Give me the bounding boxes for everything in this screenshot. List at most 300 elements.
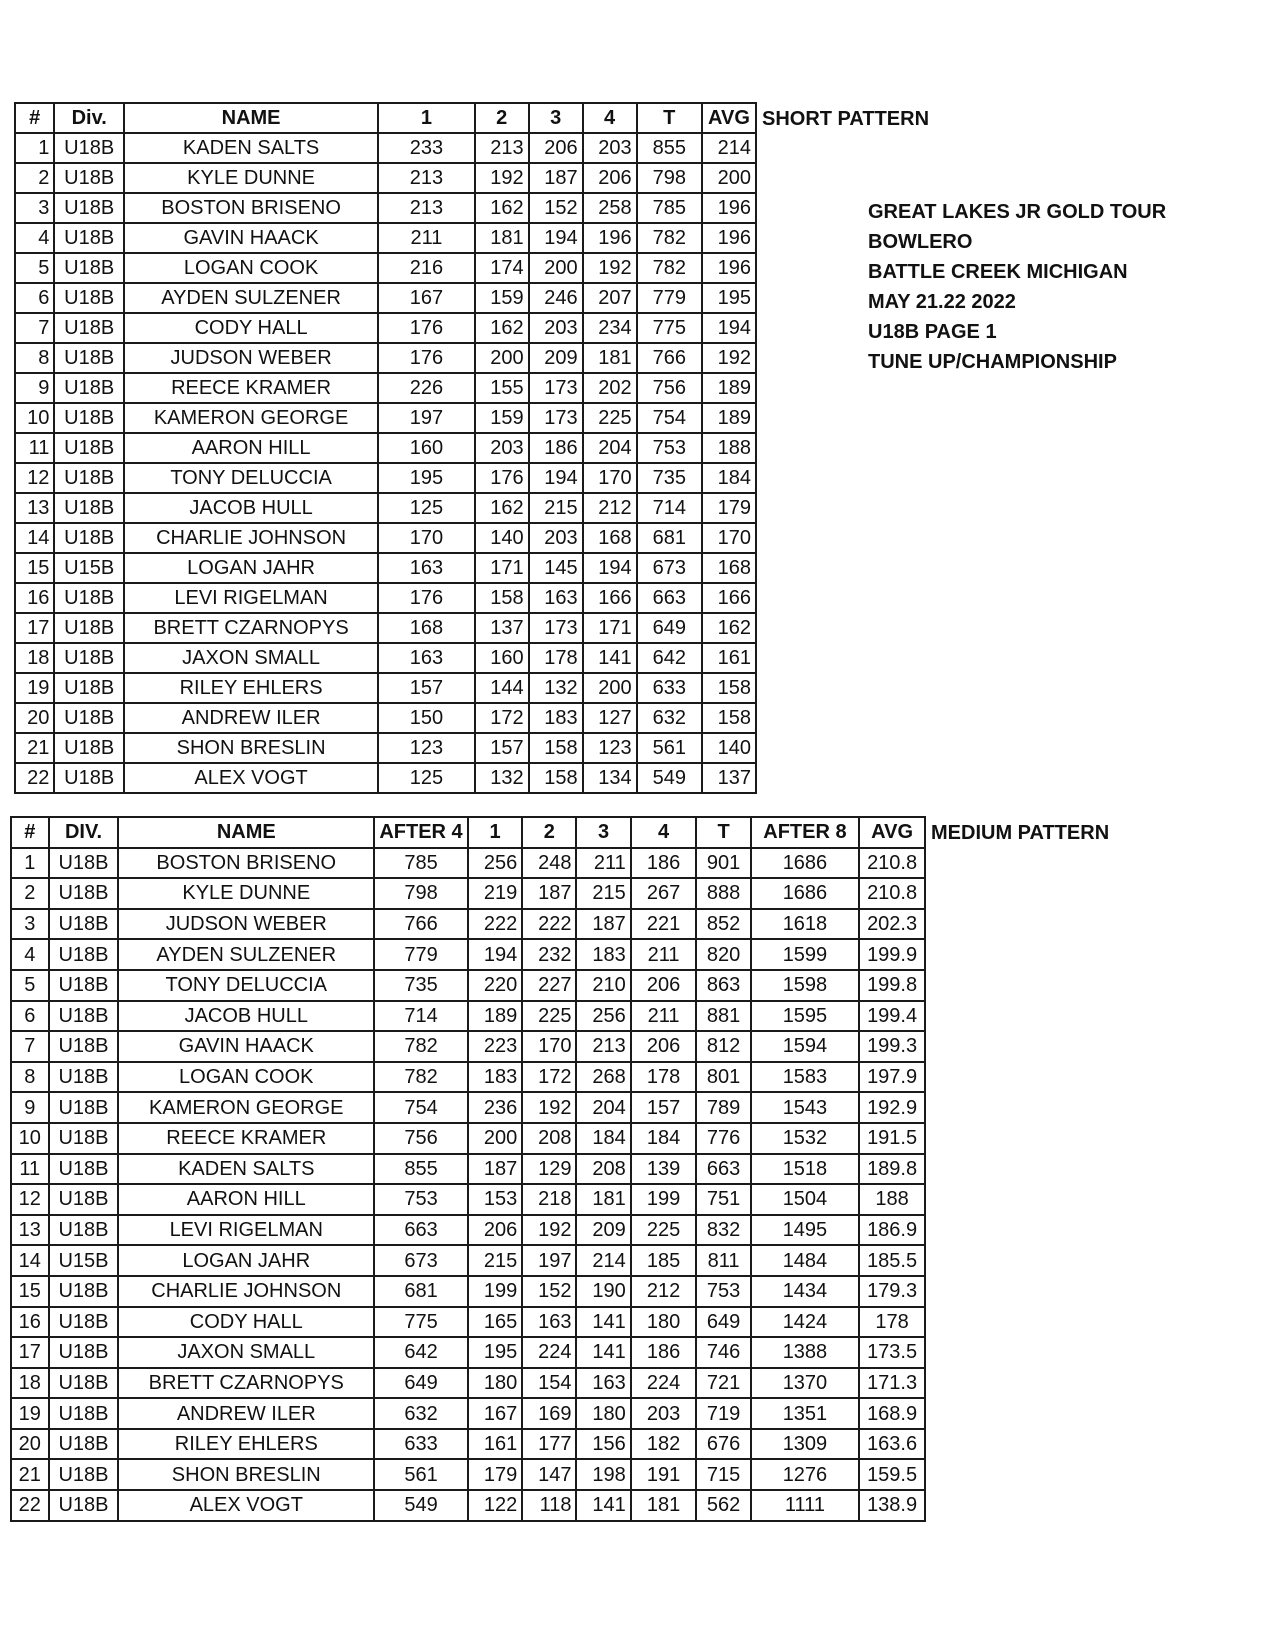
avg-cell: 170 <box>702 523 756 553</box>
name-cell: CODY HALL <box>118 1307 374 1338</box>
division-cell: U18B <box>54 283 124 313</box>
game-2-cell: 192 <box>522 1092 576 1123</box>
game-3-cell: 145 <box>529 553 583 583</box>
avg-cell: 159.5 <box>859 1459 925 1490</box>
after-8-cell: 1309 <box>751 1429 860 1460</box>
game-3-cell: 158 <box>529 763 583 793</box>
table-row <box>15 403 756 433</box>
division-cell: U18B <box>49 1001 119 1032</box>
game-4-cell: 207 <box>583 283 637 313</box>
header-div: DIV. <box>49 817 119 848</box>
game-1-cell: 226 <box>378 373 475 403</box>
medium-pattern-label: MEDIUM PATTERN <box>931 822 1110 844</box>
rank-cell: 6 <box>15 283 54 313</box>
game-4-cell: 199 <box>631 1184 697 1215</box>
medium-table-body <box>11 848 925 1521</box>
game-2-cell: 208 <box>522 1123 576 1154</box>
game-3-cell: 187 <box>576 909 630 940</box>
rank-cell: 20 <box>15 703 54 733</box>
avg-cell: 199.3 <box>859 1031 925 1062</box>
total-cell: 721 <box>696 1368 750 1399</box>
game-3-cell: 180 <box>576 1398 630 1429</box>
game-2-cell: 232 <box>522 939 576 970</box>
avg-cell: 158 <box>702 703 756 733</box>
game-1-cell: 163 <box>378 643 475 673</box>
game-2-cell: 227 <box>522 970 576 1001</box>
table-row <box>15 313 756 343</box>
total-cell: 798 <box>637 163 702 193</box>
name-cell: AYDEN SULZENER <box>124 283 378 313</box>
table-row <box>11 1092 925 1123</box>
after-4-cell: 779 <box>374 939 468 970</box>
after-4-cell: 663 <box>374 1215 468 1246</box>
total-cell: 855 <box>637 133 702 163</box>
rank-cell: 18 <box>15 643 54 673</box>
avg-cell: 138.9 <box>859 1490 925 1521</box>
name-cell: GAVIN HAACK <box>118 1031 374 1062</box>
total-cell: 753 <box>696 1276 750 1307</box>
game-3-cell: 187 <box>529 163 583 193</box>
rank-cell: 13 <box>11 1215 49 1246</box>
total-cell: 549 <box>637 763 702 793</box>
table-row <box>15 133 756 163</box>
table-row <box>15 253 756 283</box>
total-cell: 852 <box>696 909 750 940</box>
division-cell: U18B <box>54 193 124 223</box>
game-4-cell: 171 <box>583 613 637 643</box>
game-3-cell: 156 <box>576 1429 630 1460</box>
rank-cell: 8 <box>15 343 54 373</box>
game-1-cell: 195 <box>378 463 475 493</box>
game-2-cell: 157 <box>475 733 529 763</box>
header-name: NAME <box>124 103 378 133</box>
after-8-cell: 1686 <box>751 848 860 879</box>
total-cell: 789 <box>696 1092 750 1123</box>
after-4-cell: 766 <box>374 909 468 940</box>
total-cell: 881 <box>696 1001 750 1032</box>
after-8-cell: 1618 <box>751 909 860 940</box>
header-rank: # <box>15 103 54 133</box>
game-4-cell: 141 <box>583 643 637 673</box>
game-2-cell: 192 <box>475 163 529 193</box>
avg-cell: 173.5 <box>859 1337 925 1368</box>
game-2-cell: 200 <box>475 343 529 373</box>
game-1-cell: 195 <box>468 1337 522 1368</box>
game-3-cell: 200 <box>529 253 583 283</box>
total-cell: 632 <box>637 703 702 733</box>
name-cell: TONY DELUCCIA <box>124 463 378 493</box>
game-4-cell: 234 <box>583 313 637 343</box>
avg-cell: 197.9 <box>859 1062 925 1093</box>
game-2-cell: 172 <box>522 1062 576 1093</box>
game-3-cell: 198 <box>576 1459 630 1490</box>
game-3-cell: 209 <box>529 343 583 373</box>
game-4-cell: 212 <box>631 1276 697 1307</box>
avg-cell: 186.9 <box>859 1215 925 1246</box>
division-cell: U15B <box>54 553 124 583</box>
short-table-body <box>15 133 756 793</box>
name-cell: JUDSON WEBER <box>118 909 374 940</box>
rank-cell: 17 <box>15 613 54 643</box>
avg-cell: 166 <box>702 583 756 613</box>
after-4-cell: 753 <box>374 1184 468 1215</box>
game-1-cell: 256 <box>468 848 522 879</box>
game-2-cell: 159 <box>475 283 529 313</box>
game-1-cell: 215 <box>468 1245 522 1276</box>
avg-cell: 200 <box>702 163 756 193</box>
header-rank: # <box>11 817 49 848</box>
avg-cell: 202.3 <box>859 909 925 940</box>
medium-header-row <box>11 817 925 848</box>
after-4-cell: 549 <box>374 1490 468 1521</box>
header-name: NAME <box>118 817 374 848</box>
name-cell: ALEX VOGT <box>118 1490 374 1521</box>
game-1-cell: 183 <box>468 1062 522 1093</box>
name-cell: JACOB HULL <box>118 1001 374 1032</box>
game-1-cell: 211 <box>378 223 475 253</box>
game-4-cell: 203 <box>583 133 637 163</box>
game-2-cell: 158 <box>475 583 529 613</box>
short-pattern-label: SHORT PATTERN <box>762 108 930 130</box>
rank-cell: 8 <box>11 1062 49 1093</box>
game-3-cell: 158 <box>529 733 583 763</box>
rank-cell: 6 <box>11 1001 49 1032</box>
header-game-4: 4 <box>631 817 697 848</box>
rank-cell: 21 <box>11 1459 49 1490</box>
avg-cell: 188 <box>859 1184 925 1215</box>
game-2-cell: 162 <box>475 193 529 223</box>
game-1-cell: 176 <box>378 313 475 343</box>
avg-cell: 178 <box>859 1307 925 1338</box>
total-cell: 714 <box>637 493 702 523</box>
after-4-cell: 782 <box>374 1062 468 1093</box>
table-row <box>11 1062 925 1093</box>
header-avg: AVG <box>702 103 756 133</box>
game-3-cell: 173 <box>529 373 583 403</box>
table-row <box>15 283 756 313</box>
table-row <box>11 1123 925 1154</box>
after-4-cell: 681 <box>374 1276 468 1307</box>
game-3-cell: 194 <box>529 463 583 493</box>
avg-cell: 196 <box>702 253 756 283</box>
game-1-cell: 216 <box>378 253 475 283</box>
game-1-cell: 236 <box>468 1092 522 1123</box>
avg-cell: 199.4 <box>859 1001 925 1032</box>
game-1-cell: 165 <box>468 1307 522 1338</box>
name-cell: ALEX VOGT <box>124 763 378 793</box>
game-2-cell: 118 <box>522 1490 576 1521</box>
division-cell: U18B <box>54 763 124 793</box>
game-3-cell: 210 <box>576 970 630 1001</box>
avg-cell: 210.8 <box>859 878 925 909</box>
table-row <box>11 1001 925 1032</box>
table-row <box>15 583 756 613</box>
total-cell: 801 <box>696 1062 750 1093</box>
game-3-cell: 204 <box>576 1092 630 1123</box>
table-row <box>15 163 756 193</box>
header-total: T <box>696 817 750 848</box>
after-8-cell: 1370 <box>751 1368 860 1399</box>
game-2-cell: 132 <box>475 763 529 793</box>
game-1-cell: 123 <box>378 733 475 763</box>
name-cell: KYLE DUNNE <box>118 878 374 909</box>
rank-cell: 5 <box>11 970 49 1001</box>
game-4-cell: 206 <box>631 1031 697 1062</box>
game-4-cell: 194 <box>583 553 637 583</box>
rank-cell: 16 <box>11 1307 49 1338</box>
table-row <box>11 1368 925 1399</box>
division-cell: U18B <box>49 909 119 940</box>
game-4-cell: 212 <box>583 493 637 523</box>
header-after-4: AFTER 4 <box>374 817 468 848</box>
total-cell: 676 <box>696 1429 750 1460</box>
name-cell: CODY HALL <box>124 313 378 343</box>
table-row <box>11 1429 925 1460</box>
game-3-cell: 190 <box>576 1276 630 1307</box>
game-2-cell: 174 <box>475 253 529 283</box>
total-cell: 649 <box>696 1307 750 1338</box>
rank-cell: 4 <box>15 223 54 253</box>
game-3-cell: 211 <box>576 848 630 879</box>
name-cell: JAXON SMALL <box>124 643 378 673</box>
game-3-cell: 215 <box>529 493 583 523</box>
event-city: BATTLE CREEK MICHIGAN <box>868 261 1128 283</box>
game-1-cell: 125 <box>378 493 475 523</box>
after-4-cell: 798 <box>374 878 468 909</box>
header-game-4: 4 <box>583 103 637 133</box>
division-cell: U18B <box>54 463 124 493</box>
total-cell: 719 <box>696 1398 750 1429</box>
division-cell: U18B <box>54 523 124 553</box>
game-2-cell: 171 <box>475 553 529 583</box>
avg-cell: 210.8 <box>859 848 925 879</box>
after-8-cell: 1594 <box>751 1031 860 1062</box>
rank-cell: 18 <box>11 1368 49 1399</box>
division-cell: U18B <box>49 878 119 909</box>
avg-cell: 161 <box>702 643 756 673</box>
game-1-cell: 213 <box>378 163 475 193</box>
event-venue: BOWLERO <box>868 231 973 253</box>
rank-cell: 12 <box>15 463 54 493</box>
after-4-cell: 775 <box>374 1307 468 1338</box>
game-1-cell: 160 <box>378 433 475 463</box>
name-cell: ANDREW ILER <box>118 1398 374 1429</box>
division-cell: U15B <box>49 1245 119 1276</box>
game-2-cell: 159 <box>475 403 529 433</box>
name-cell: LEVI RIGELMAN <box>124 583 378 613</box>
division-cell: U18B <box>54 133 124 163</box>
game-1-cell: 180 <box>468 1368 522 1399</box>
name-cell: KADEN SALTS <box>118 1154 374 1185</box>
after-4-cell: 785 <box>374 848 468 879</box>
short-pattern-table <box>14 102 757 794</box>
division-cell: U18B <box>54 403 124 433</box>
after-4-cell: 714 <box>374 1001 468 1032</box>
game-4-cell: 170 <box>583 463 637 493</box>
total-cell: 663 <box>637 583 702 613</box>
game-1-cell: 150 <box>378 703 475 733</box>
game-2-cell: 155 <box>475 373 529 403</box>
table-row <box>15 523 756 553</box>
game-2-cell: 152 <box>522 1276 576 1307</box>
name-cell: RILEY EHLERS <box>124 673 378 703</box>
name-cell: LOGAN JAHR <box>124 553 378 583</box>
rank-cell: 7 <box>15 313 54 343</box>
table-row <box>15 223 756 253</box>
avg-cell: 189 <box>702 373 756 403</box>
table-row <box>15 553 756 583</box>
rank-cell: 2 <box>15 163 54 193</box>
avg-cell: 158 <box>702 673 756 703</box>
name-cell: JUDSON WEBER <box>124 343 378 373</box>
game-4-cell: 181 <box>631 1490 697 1521</box>
game-2-cell: 154 <box>522 1368 576 1399</box>
game-2-cell: 169 <box>522 1398 576 1429</box>
division-cell: U18B <box>49 1459 119 1490</box>
rank-cell: 1 <box>15 133 54 163</box>
rank-cell: 11 <box>11 1154 49 1185</box>
game-1-cell: 187 <box>468 1154 522 1185</box>
game-3-cell: 173 <box>529 613 583 643</box>
name-cell: KAMERON GEORGE <box>124 403 378 433</box>
name-cell: RILEY EHLERS <box>118 1429 374 1460</box>
name-cell: KADEN SALTS <box>124 133 378 163</box>
after-8-cell: 1532 <box>751 1123 860 1154</box>
table-row <box>11 1184 925 1215</box>
total-cell: 673 <box>637 553 702 583</box>
division-cell: U18B <box>54 643 124 673</box>
game-3-cell: 214 <box>576 1245 630 1276</box>
division-cell: U18B <box>54 433 124 463</box>
game-2-cell: 137 <box>475 613 529 643</box>
game-3-cell: 132 <box>529 673 583 703</box>
table-row <box>11 848 925 879</box>
game-1-cell: 220 <box>468 970 522 1001</box>
after-8-cell: 1599 <box>751 939 860 970</box>
name-cell: TONY DELUCCIA <box>118 970 374 1001</box>
avg-cell: 188 <box>702 433 756 463</box>
game-4-cell: 157 <box>631 1092 697 1123</box>
rank-cell: 15 <box>11 1276 49 1307</box>
name-cell: ANDREW ILER <box>124 703 378 733</box>
rank-cell: 21 <box>15 733 54 763</box>
division-cell: U18B <box>49 1062 119 1093</box>
game-1-cell: 233 <box>378 133 475 163</box>
medium-pattern-table <box>10 816 926 1522</box>
name-cell: REECE KRAMER <box>118 1123 374 1154</box>
table-row <box>11 1215 925 1246</box>
after-8-cell: 1388 <box>751 1337 860 1368</box>
avg-cell: 179 <box>702 493 756 523</box>
game-3-cell: 141 <box>576 1337 630 1368</box>
game-4-cell: 184 <box>631 1123 697 1154</box>
total-cell: 785 <box>637 193 702 223</box>
after-8-cell: 1484 <box>751 1245 860 1276</box>
total-cell: 756 <box>637 373 702 403</box>
total-cell: 766 <box>637 343 702 373</box>
avg-cell: 189.8 <box>859 1154 925 1185</box>
total-cell: 681 <box>637 523 702 553</box>
rank-cell: 17 <box>11 1337 49 1368</box>
rank-cell: 9 <box>15 373 54 403</box>
game-4-cell: 166 <box>583 583 637 613</box>
total-cell: 775 <box>637 313 702 343</box>
game-2-cell: 225 <box>522 1001 576 1032</box>
game-3-cell: 141 <box>576 1307 630 1338</box>
name-cell: LEVI RIGELMAN <box>118 1215 374 1246</box>
avg-cell: 194 <box>702 313 756 343</box>
after-8-cell: 1686 <box>751 878 860 909</box>
game-1-cell: 167 <box>468 1398 522 1429</box>
table-row <box>11 909 925 940</box>
division-cell: U18B <box>49 1276 119 1307</box>
total-cell: 776 <box>696 1123 750 1154</box>
division-cell: U18B <box>49 1368 119 1399</box>
table-row <box>15 763 756 793</box>
table-row <box>15 433 756 463</box>
game-2-cell: 248 <box>522 848 576 879</box>
rank-cell: 20 <box>11 1429 49 1460</box>
game-4-cell: 200 <box>583 673 637 703</box>
game-1-cell: 170 <box>378 523 475 553</box>
division-cell: U18B <box>54 493 124 523</box>
avg-cell: 214 <box>702 133 756 163</box>
game-1-cell: 206 <box>468 1215 522 1246</box>
game-4-cell: 181 <box>583 343 637 373</box>
avg-cell: 192 <box>702 343 756 373</box>
table-row <box>15 703 756 733</box>
total-cell: 811 <box>696 1245 750 1276</box>
game-3-cell: 194 <box>529 223 583 253</box>
game-1-cell: 194 <box>468 939 522 970</box>
rank-cell: 1 <box>11 848 49 879</box>
after-8-cell: 1598 <box>751 970 860 1001</box>
after-8-cell: 1504 <box>751 1184 860 1215</box>
rank-cell: 22 <box>15 763 54 793</box>
after-8-cell: 1434 <box>751 1276 860 1307</box>
game-4-cell: 178 <box>631 1062 697 1093</box>
game-3-cell: 203 <box>529 313 583 343</box>
game-3-cell: 206 <box>529 133 583 163</box>
name-cell: LOGAN JAHR <box>118 1245 374 1276</box>
event-tour: GREAT LAKES JR GOLD TOUR <box>868 201 1167 223</box>
after-4-cell: 561 <box>374 1459 468 1490</box>
game-3-cell: 152 <box>529 193 583 223</box>
game-2-cell: 176 <box>475 463 529 493</box>
game-4-cell: 221 <box>631 909 697 940</box>
division-cell: U18B <box>54 613 124 643</box>
game-4-cell: 202 <box>583 373 637 403</box>
division-cell: U18B <box>54 703 124 733</box>
division-cell: U18B <box>49 1215 119 1246</box>
table-row <box>11 1031 925 1062</box>
header-game-2: 2 <box>522 817 576 848</box>
short-header-row <box>15 103 756 133</box>
rank-cell: 3 <box>15 193 54 223</box>
game-3-cell: 141 <box>576 1490 630 1521</box>
name-cell: LOGAN COOK <box>118 1062 374 1093</box>
table-row <box>11 1398 925 1429</box>
after-8-cell: 1518 <box>751 1154 860 1185</box>
game-2-cell: 160 <box>475 643 529 673</box>
avg-cell: 162 <box>702 613 756 643</box>
game-2-cell: 140 <box>475 523 529 553</box>
name-cell: CHARLIE JOHNSON <box>118 1276 374 1307</box>
game-4-cell: 258 <box>583 193 637 223</box>
header-game-3: 3 <box>529 103 583 133</box>
division-cell: U18B <box>54 313 124 343</box>
total-cell: 782 <box>637 223 702 253</box>
